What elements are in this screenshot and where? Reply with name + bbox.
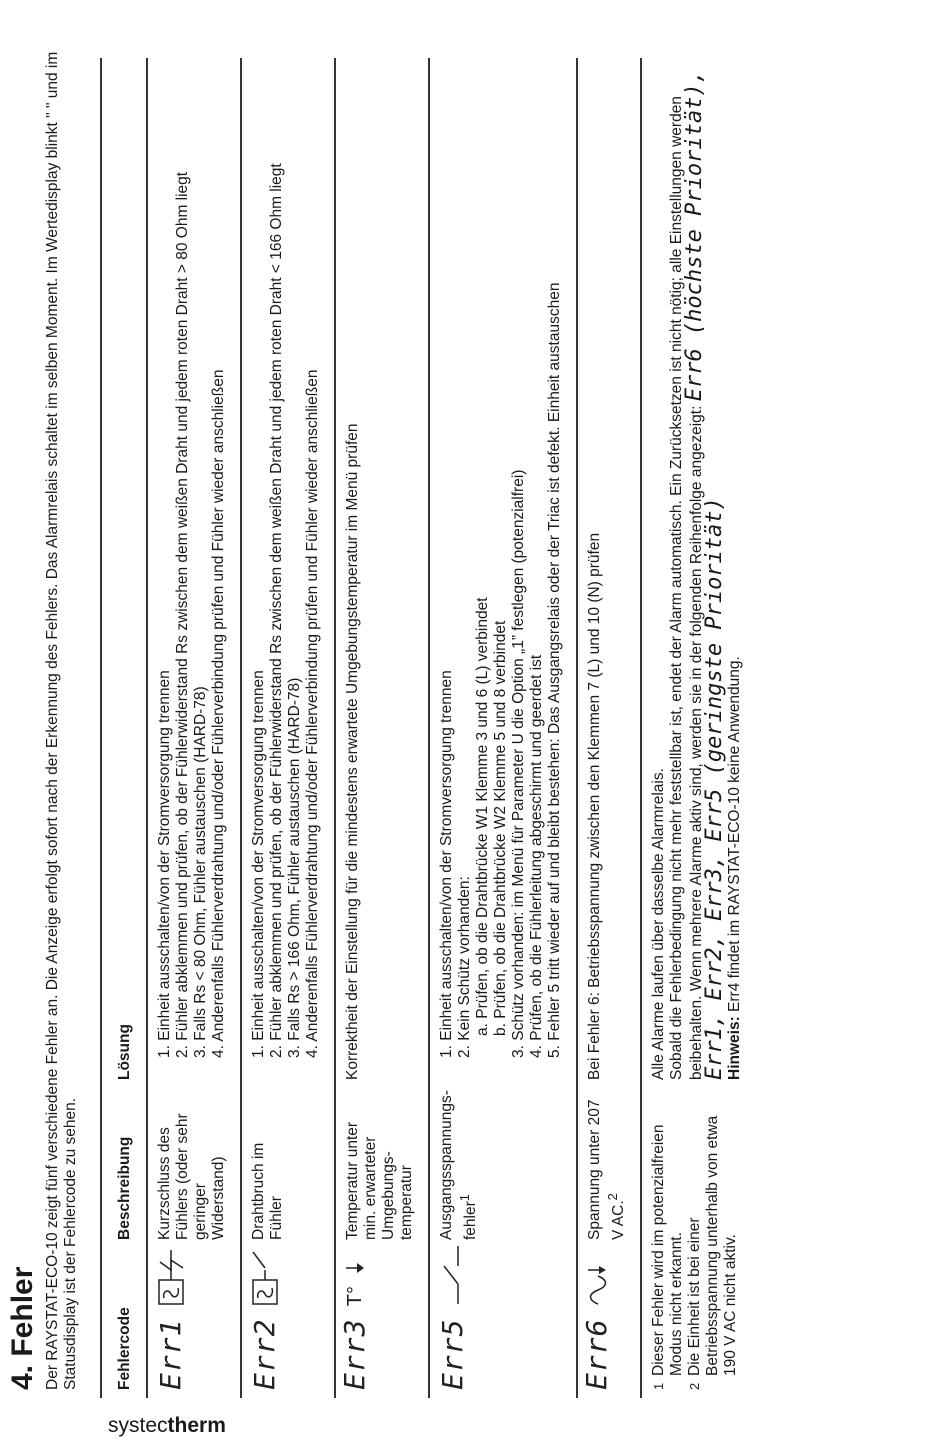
open-circuit-sensor-icon xyxy=(250,1248,280,1306)
footnote-2: 2 Die Einheit ist bei einer Betriebsspannung unterhalb von etwa 190 V AC nicht aktiv. xyxy=(686,1115,740,1390)
footnotes-cell xyxy=(641,1088,756,1398)
footnote-ref: 2 xyxy=(605,1193,620,1201)
table-header-row xyxy=(101,58,147,1398)
error-table xyxy=(100,58,756,1398)
error-solution: Bei Fehler 6: Betriebsspannung zwischen den Klemmen 7 (L) und 10 (N) prüfen xyxy=(577,58,641,1088)
header-description: Beschreibung xyxy=(101,1088,147,1248)
error-code: Err5 xyxy=(436,1318,469,1390)
error-code-cell xyxy=(429,1248,577,1398)
footnotes xyxy=(650,1096,740,1390)
error-solution: Korrektheit der Einstellung für die mindestens erwartete Umgebungstemperatur im Menü prüfen xyxy=(335,58,429,1088)
table-row xyxy=(577,58,641,1398)
solution-step: 1. Einheit ausschalten/von der Stromversorgung trennen xyxy=(250,670,267,1058)
table-row xyxy=(335,58,429,1398)
notes-row xyxy=(641,58,756,1398)
solution-substep: b. Prüfen, ob die Drahtbrücke W2 Klemme 5 und 8 verbindet xyxy=(492,620,509,1036)
error-code: Err2 xyxy=(248,1318,281,1390)
error-description: Kurzschluss des Fühlers (oder sehr geringer Widerstand) xyxy=(147,1088,241,1248)
error-description-cell xyxy=(577,1088,641,1248)
solution-step: 3. Falls Rs > 166 Ohm, Fühler austauschen (HARD-78) xyxy=(286,677,303,1058)
solution-step: 4. Anderenfalls Fühlerverdrahtung und/oder Fühlerverbindung prüfen und Fühler wieder anschließen xyxy=(304,369,321,1058)
error-description: Spannung unter 207 V AC. xyxy=(586,1099,628,1240)
hint-text: Err4 findet im RAYSTAT-ECO-10 keine Anwendung. xyxy=(726,656,744,1012)
solution-step: 4. Anderenfalls Fühlerverdrahtung und/oder Fühlerverbindung prüfen und Fühler wieder anschließen xyxy=(210,369,227,1058)
table-row xyxy=(147,58,241,1398)
error-solution xyxy=(241,58,335,1088)
error-description: Temperatur unter min. erwarteter Umgebungs-temperatur xyxy=(335,1088,429,1248)
solution-substep: a. Prüfen, ob die Drahtbrücke W1 Klemme 3 und 6 (L) verbindet xyxy=(474,597,491,1036)
error-solution xyxy=(147,58,241,1088)
error-description: Drahtbruch im Fühler xyxy=(241,1088,335,1248)
error-code-cell xyxy=(577,1248,641,1398)
solution-step: 2. Fühler abklemmen und prüfen, ob der Fühlerwiderstand Rs zwischen dem weißen Draht und jedem roten Draht < 166 Ohm liegt xyxy=(268,163,285,1058)
alarm-note-1: Alle Alarme laufen über dasselbe Alarmrelais. xyxy=(650,768,668,1080)
error-description: Ausgangsspannungs-fehler xyxy=(438,1090,480,1240)
error-code: Err6 xyxy=(580,1318,613,1390)
temperature-down-icon xyxy=(344,1262,366,1274)
error-code: Err3 xyxy=(338,1318,371,1390)
header-solution: Lösung xyxy=(101,58,147,1088)
error-code-cell xyxy=(335,1248,429,1398)
solution-step: 3. Schütz vorhanden: im Menü für Parameter U die Option „1” festlegen (potenzialfrei) xyxy=(510,469,527,1058)
error-code-cell xyxy=(147,1248,241,1398)
intro-text: Der RAYSTAT-ECO-10 zeigt fünf verschiedene Fehler an. Die Anzeige erfolgt sofort nach der Erkennung des Fehlers. Das Alarmrelais schaltet im selben Moment. Im Wertedisplay blinkt " " und im Statusdisplay ist der Fehlercode zu sehen. xyxy=(44,51,79,1390)
footnote-1: 1 Dieser Fehler wird im potenzialfreien Modus nicht erkannt. xyxy=(650,1124,686,1390)
solution-step: 4. Prüfen, ob die Fühlerleitung abgeschirmt und geerdet ist xyxy=(528,654,545,1058)
page-title: 4. Fehler xyxy=(6,1266,39,1390)
alarm-note-2: Sobald die Fehlerbedingung nicht mehr feststellbar ist, endet der Alarm automatisch. Ein Zurücksetzen ist nicht nötig; alle Einstellungen werden beibehalten. Wenn mehrere Alarme aktiv sind, werden sie in der folgenden Reihenfolge angezeigt: Err6 (höchste Priorität), Err1, Err2, Err3, Err5 (geringste Priorität) xyxy=(668,70,728,1080)
hint-note xyxy=(726,66,744,1080)
solution-step: 5. Fehler 5 tritt wieder auf und bleibt bestehen: Das Ausgangsrelais oder der Triac ist defekt. Einheit austauschen xyxy=(546,282,563,1058)
header-error-code: Fehlercode xyxy=(101,1248,147,1398)
solution-step: 3. Falls Rs < 80 Ohm, Fühler austauschen (HARD-78) xyxy=(192,686,209,1058)
error-code-cell xyxy=(241,1248,335,1398)
footnote-ref: 1 xyxy=(457,1194,472,1202)
solution-step: 2. Kein Schütz vorhanden: xyxy=(456,876,473,1058)
short-circuit-sensor-icon xyxy=(156,1248,186,1306)
solution-step: 1. Einheit ausschalten/von der Stromversorgung trennen xyxy=(156,670,173,1058)
table-row xyxy=(241,58,335,1398)
temperature-symbol xyxy=(346,1286,364,1306)
error-solution xyxy=(429,58,577,1088)
solution-step: 2. Fühler abklemmen und prüfen, ob der Fühlerwiderstand Rs zwischen dem weißen Draht und jedem roten Draht > 80 Ohm liegt xyxy=(174,171,191,1058)
table-row xyxy=(429,58,577,1398)
error-description-cell xyxy=(429,1088,577,1248)
alarm-order-codes: Err6 (höchste Priorität), Err1, Err2, Err3, Err5 (geringste Priorität) xyxy=(682,70,728,1080)
open-switch-icon xyxy=(438,1244,468,1306)
alarm-notes-cell xyxy=(641,58,756,1088)
temperature-label: T° xyxy=(344,1286,366,1307)
voltage-down-icon xyxy=(586,1266,608,1306)
hint-label: Hinweis: xyxy=(726,1016,744,1080)
solution-step: 1. Einheit ausschalten/von der Stromversorgung trennen xyxy=(438,670,455,1058)
brand-logo: systectherm xyxy=(108,1414,226,1437)
error-code: Err1 xyxy=(154,1318,187,1390)
